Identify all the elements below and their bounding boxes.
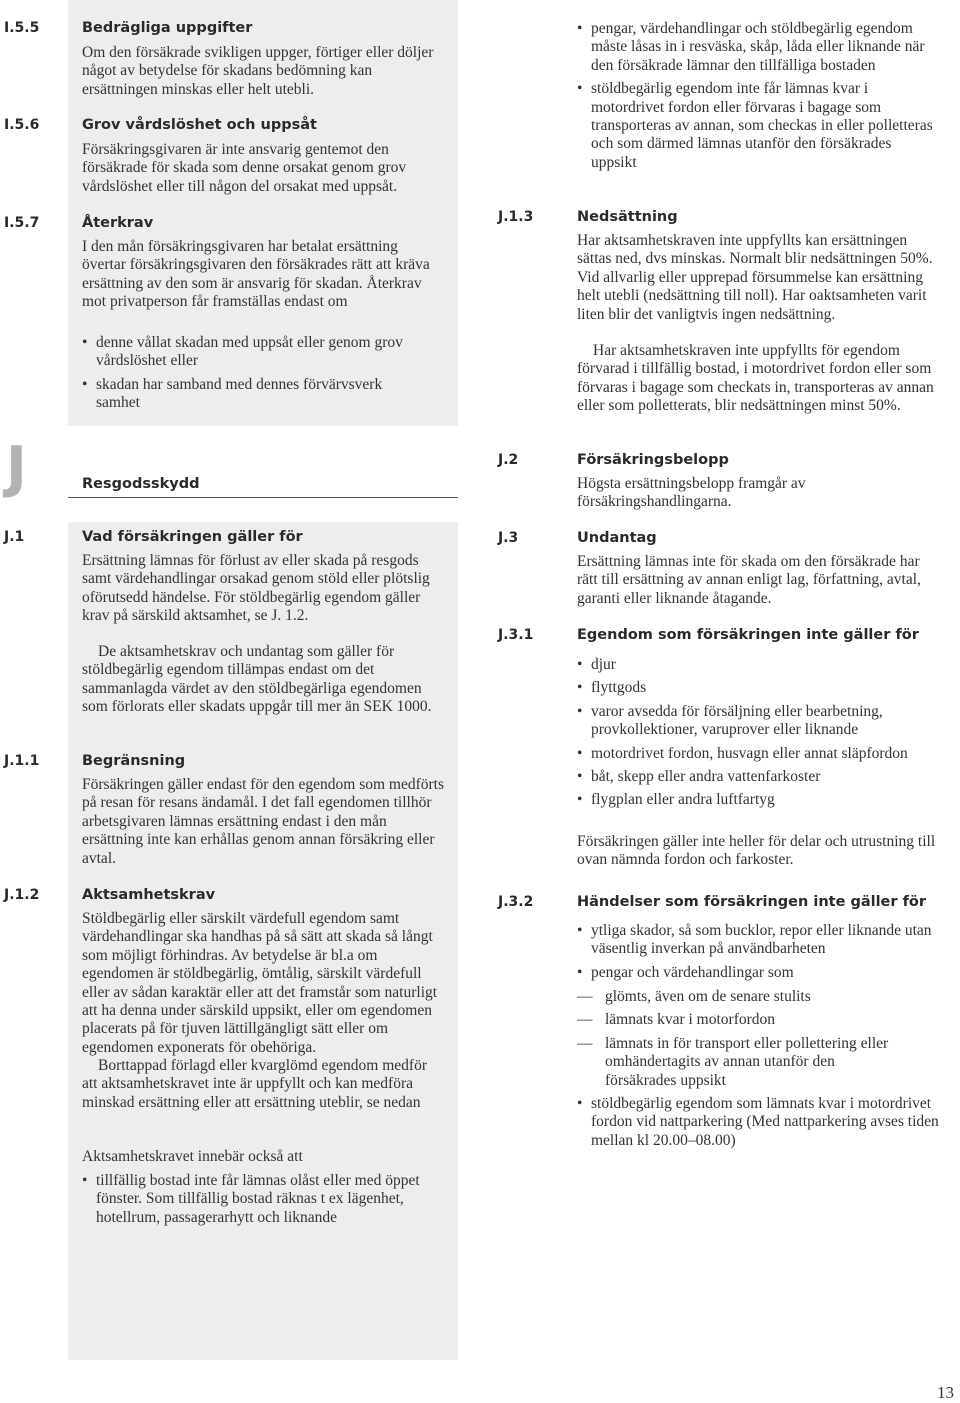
section-heading: Begränsning <box>82 753 186 769</box>
section-text: Borttappad förlagd eller kvarglömd egendom medför att aktsamhetskravet inte är uppfyllt och kan medföra minskad ersättning eller att ersättning uteblir, se nedan <box>82 1057 427 1111</box>
section-heading: Återkrav <box>82 215 154 231</box>
bullet-list <box>575 656 930 810</box>
list-item: • skadan har samband med dennes förvärvsverk samhet <box>80 376 425 413</box>
list-item: • denne vållat skadan med uppsåt eller genom grov vårdslöshet eller <box>80 334 425 371</box>
section-number: J.3 <box>498 530 519 546</box>
list-item: • djur <box>575 656 930 674</box>
section-text: Om den försäkrade svikligen uppger, förtiger eller döljer något av betydelse för skadans bedömning kan ersättningen minskas eller helt utebli. <box>82 44 434 98</box>
bullet-list <box>80 334 425 413</box>
list-item: • båt, skepp eller andra vattenfarkoster <box>575 768 930 786</box>
list-item: • pengar, värdehandlingar och stöldbegärlig egendom måste låsas in i resväska, skåp, låda eller liknande när den försäkrade lämnar den tillfälliga bostaden <box>575 20 935 75</box>
dash-list <box>575 988 895 1090</box>
section-number: J.3.2 <box>498 894 534 910</box>
bullet-list <box>575 1095 940 1150</box>
list-item: • tillfällig bostad inte får lämnas olåst eller med öppet fönster. Som tillfällig bostad räknas t ex lägenhet, hotellrum, passagerarhytt och liknande <box>80 1172 446 1227</box>
section-text: Försäkringsgivaren är inte ansvarig gentemot den försäkrade för skada som denne orsakat genom grov vårdslöshet eller till någon del orsakat med uppsåt. <box>82 141 407 195</box>
section-number: I.5.5 <box>4 20 40 36</box>
list-item: — glömts, även om de senare stulits <box>575 988 895 1006</box>
chapter-title: Resgodsskydd <box>82 476 200 492</box>
section-text: De aktsamhetskrav och undantag som gäller för stöldbegärlig egendom tillämpas endast om det sammanlagda värdet av den stöldbegärliga egendomen som förlorats eller skadats uppgår till mer än SEK 1000. <box>82 643 432 716</box>
section-heading: Bedrägliga uppgifter <box>82 20 253 36</box>
section-heading: Undantag <box>577 530 657 546</box>
bullet-list <box>80 1172 446 1227</box>
section-text: I den mån försäkringsgivaren har betalat ersättning övertar försäkringsgivaren den försäkrades rätt att kräva ersättning av den som är ansvarig för skadan. Återkrav mot privatperson får framställas endast om <box>82 238 430 311</box>
section-text: Ersättning lämnas inte för skada om den försäkrade har rätt till ersättning av annan enligt lag, författning, avtal, garanti eller liknande åtagande. <box>577 553 921 607</box>
section-heading: Aktsamhetskrav <box>82 887 216 903</box>
list-item: • flyttgods <box>575 679 930 697</box>
list-item: • pengar och värdehandlingar som <box>575 964 940 982</box>
section-heading: Försäkringsbelopp <box>577 452 729 468</box>
list-item: — lämnats kvar i motorfordon <box>575 1011 895 1029</box>
section-number: J.1.1 <box>4 753 40 769</box>
section-text: Ersättning lämnas för förlust av eller skada på resgods samt värdehandlingar orsakad genom stöld eller plötslig oförutsedd händelse. För stöldbegärlig egendom gäller krav på särskild aktsamhet, se J. 1.2. <box>82 552 430 625</box>
section-text: Har aktsamhetskraven inte uppfyllts för egendom förvarad i tillfällig bostad, i motordrivet fordon eller som förvaras i bagage som checkats in, transporteras av annan eller som polletterats, blir nedsättningen minst 50%. <box>577 342 934 415</box>
list-item: • varor avsedda för försäljning eller bearbetning, provkollektioner, varuprover eller liknande <box>575 703 930 740</box>
section-heading: Händelser som försäkringen inte gäller för <box>577 894 927 910</box>
section-text: Högsta ersättningsbelopp framgår av försäkringshandlingarna. <box>577 475 806 511</box>
section-number: J.1 <box>4 529 25 545</box>
list-item: • stöldbegärlig egendom som lämnats kvar i motordrivet fordon vid nattparkering (Med nattparkering avses tiden mellan kl 20.00–08.00) <box>575 1095 940 1150</box>
section-heading: Egendom som försäkringen inte gäller för <box>577 627 919 643</box>
section-number: J.1.2 <box>4 887 40 903</box>
list-item: • motordrivet fordon, husvagn eller annat släpfordon <box>575 745 930 763</box>
section-text: Aktsamhetskravet innebär också att <box>82 1148 303 1165</box>
page-number: 13 <box>937 1383 954 1402</box>
chapter-divider <box>68 497 458 498</box>
section-number: J.3.1 <box>498 627 534 643</box>
chapter-letter: J <box>6 435 27 500</box>
section-number: I.5.7 <box>4 215 40 231</box>
section-heading: Grov vårdslöshet och uppsåt <box>82 117 317 133</box>
list-item: • stöldbegärlig egendom inte får lämnas kvar i motordrivet fordon eller förvaras i bagage som transporteras av annan, som checkas in eller polletteras och som därmed lämnas utanför den försäkrades uppsikt <box>575 80 935 172</box>
section-heading: Vad försäkringen gäller för <box>82 529 303 545</box>
section-number: I.5.6 <box>4 117 40 133</box>
section-text: Har aktsamhetskraven inte uppfyllts kan ersättningen sättas ned, dvs minskas. Normalt blir nedsättningen 50%. Vid allvarlig eller upprepad försummelse kan ersättning helt utebli (nedsättning till noll). Har oaktsamheten varit liten blir det vanligtvis ingen nedsättning. <box>577 232 933 323</box>
bullet-list <box>575 20 935 172</box>
section-number: J.2 <box>498 452 519 468</box>
list-item: — lämnats in för transport eller pollettering eller omhändertagits av annan utanför den försäkrades uppsikt <box>575 1035 895 1090</box>
section-text: Stöldbegärlig eller särskilt värdefull egendom samt värdehandlingar ska handhas på så sätt att skada så långt som möjligt förhindras. Av betydelse är bl.a om egendomen är stöldbegärlig, ömtålig, särskilt värdefull eller av sådan karaktär eller att det framstår som naturligt att ha denna under särskild uppsikt, eller om egendomen placerats på för tjuven lättillgängligt sätt eller om egendomen exponerats för obehöriga. <box>82 910 438 1056</box>
bullet-list <box>575 922 940 982</box>
section-heading: Nedsättning <box>577 209 678 225</box>
list-item: • flygplan eller andra luftfartyg <box>575 791 930 809</box>
list-item: • ytliga skador, så som bucklor, repor eller liknande utan väsentlig inverkan på användbarheten <box>575 922 940 959</box>
section-number: J.1.3 <box>498 209 534 225</box>
section-text: Försäkringen gäller inte heller för delar och utrustning till ovan nämnda fordon och farkoster. <box>577 833 936 869</box>
section-text: Försäkringen gäller endast för den egendom som medförts på resan för resans ändamål. I det fall egendomen tillhör arbetsgivaren lämnas ersättning endast i den mån ersättning inte kan erhållas genom annan försäkring eller avtal. <box>82 776 445 867</box>
